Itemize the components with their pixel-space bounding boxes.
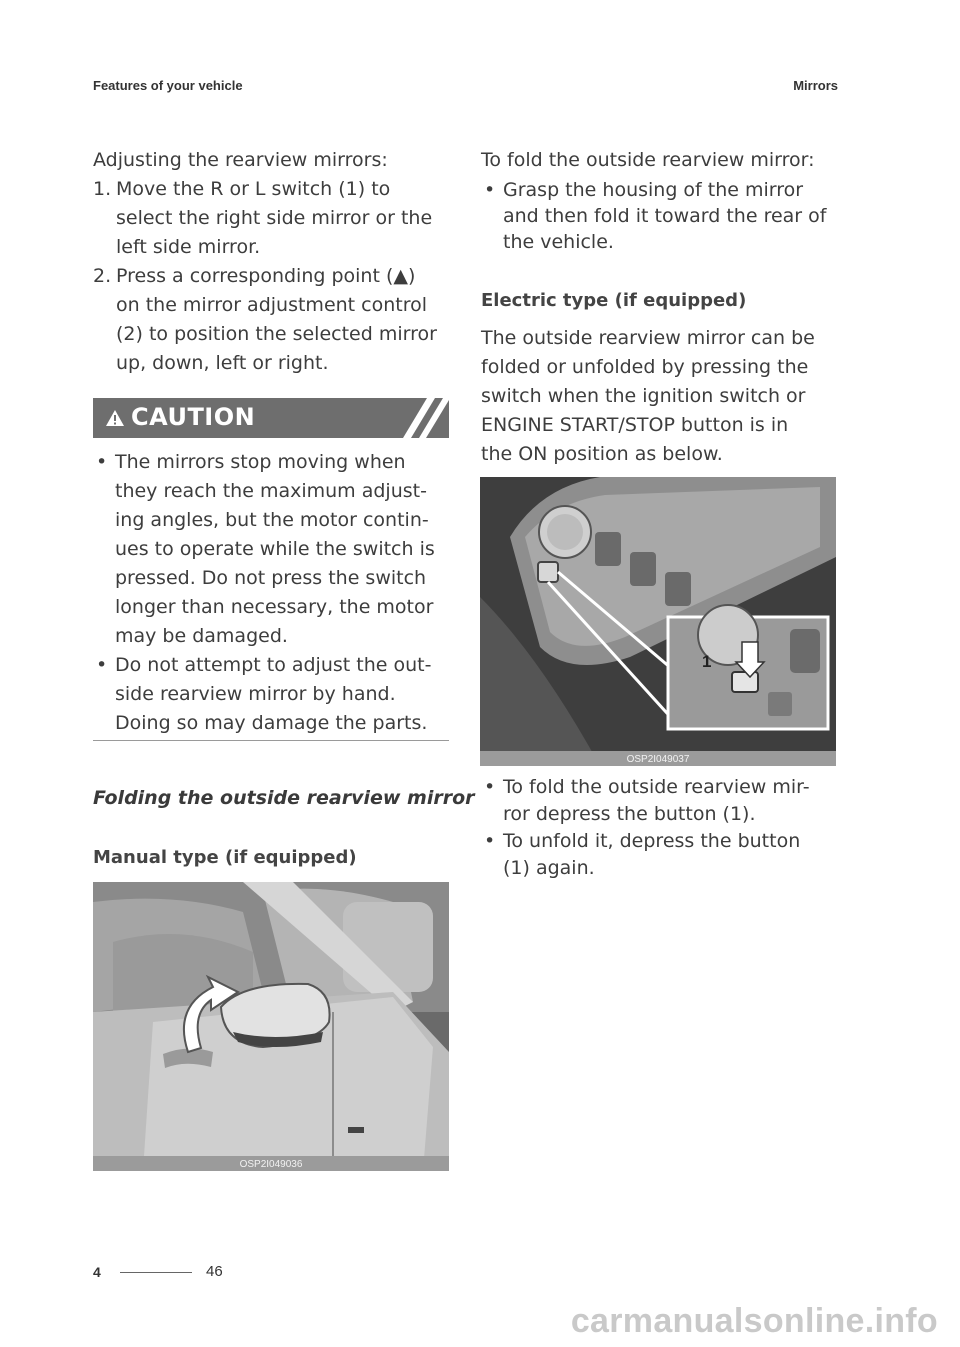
caution-bullet	[93, 448, 453, 651]
warning-triangle-icon	[105, 409, 125, 427]
footer-rule	[120, 1272, 192, 1273]
caution-bullet	[93, 651, 453, 738]
footer-page-number: 46	[206, 1263, 223, 1280]
caution-banner	[93, 398, 449, 438]
bullet-line: longer than necessary, the motor	[115, 596, 434, 618]
electric-type-title: Electric type (if equipped)	[481, 290, 747, 311]
electric-line: switch when the ignition switch or	[481, 385, 806, 407]
header-chapter-title: Mirrors	[793, 78, 838, 93]
bullet-dot: •	[96, 654, 108, 676]
bullet-line: ror depress the button (1).	[503, 803, 756, 825]
step-item	[93, 262, 453, 378]
step-number: 2.	[93, 265, 112, 287]
watermark-text: carmanualsonline.info	[570, 1302, 938, 1340]
step-number: 1.	[93, 178, 112, 200]
step-line: (2) to position the selected mirror	[116, 323, 437, 345]
bullet-dot: •	[96, 451, 108, 473]
adjust-steps-list	[93, 175, 453, 378]
bullet-line: may be damaged.	[115, 625, 288, 647]
bullet-line: Do not attempt to adjust the out-	[115, 654, 432, 676]
step-line: select the right side mirror or the	[116, 207, 433, 229]
header-section-title: Features of your vehicle	[93, 78, 243, 93]
fold-bullet	[481, 177, 841, 255]
bullet-line: and then fold it toward the rear of	[503, 205, 827, 227]
bullet-line: Doing so may damage the parts.	[115, 712, 428, 734]
right-text-block	[481, 146, 841, 255]
bullet-line: The mirrors stop moving when	[115, 451, 406, 473]
step-line: on the mirror adjustment control	[116, 294, 428, 316]
caution-label: CAUTION	[131, 403, 256, 431]
bullet-line: the vehicle.	[503, 231, 614, 253]
bullet-line: ing angles, but the motor contin-	[115, 509, 429, 531]
bullet-line: (1) again.	[503, 857, 595, 879]
bullet-line: ues to operate while the switch is	[115, 538, 435, 560]
step-line: Move the R or L switch (1) to	[116, 178, 391, 200]
bullet-dot: •	[484, 776, 496, 798]
bullet-line: they reach the maximum adjust-	[115, 480, 427, 502]
switch-panel-illustration	[480, 477, 836, 766]
caution-text-block	[93, 448, 453, 738]
step-line: left side mirror.	[116, 236, 261, 258]
electric-bullets-block	[481, 774, 841, 882]
image-caption: OSP2I049036	[239, 1159, 303, 1170]
footer-chapter-number: 4	[93, 1264, 101, 1280]
caution-bullets	[93, 448, 453, 738]
electric-bullet	[481, 774, 841, 828]
car-door-illustration	[93, 882, 449, 1171]
callout-number-1: 1	[702, 652, 712, 671]
caution-stripes-decoration	[389, 398, 449, 438]
step-item	[93, 175, 453, 262]
electric-bullets	[481, 774, 841, 882]
image-caption: OSP2I049037	[626, 754, 690, 765]
manual-mirror-photo	[93, 882, 449, 1171]
bullet-line: Grasp the housing of the mirror	[503, 179, 804, 201]
step-line: Press a corresponding point (▲)	[116, 265, 416, 287]
bullet-line: side rearview mirror by hand.	[115, 683, 396, 705]
electric-line: ENGINE START/STOP button is in	[481, 414, 789, 436]
electric-switch-photo	[480, 477, 836, 766]
folding-intro: To fold the outside rearview mirror:	[481, 149, 815, 171]
bullet-dot: •	[484, 830, 496, 852]
electric-line: the ON position as below.	[481, 443, 723, 465]
bullet-line: To unfold it, depress the button	[503, 830, 801, 852]
caution-end-rule	[93, 740, 449, 741]
electric-bullet	[481, 828, 841, 882]
adjusting-intro: Adjusting the rearview mirrors:	[93, 149, 388, 171]
folding-section-title: Folding the outside rearview mirror	[93, 787, 475, 809]
manual-type-title: Manual type (if equipped)	[93, 847, 357, 868]
bullet-line: To fold the outside rearview mir-	[503, 776, 810, 798]
electric-line: folded or unfolded by pressing the	[481, 356, 809, 378]
bullet-dot: •	[484, 179, 496, 201]
fold-bullets	[481, 177, 841, 255]
electric-text-block	[481, 324, 841, 469]
step-line: up, down, left or right.	[116, 352, 329, 374]
left-text-block	[93, 146, 453, 378]
electric-line: The outside rearview mirror can be	[481, 327, 815, 349]
bullet-line: pressed. Do not press the switch	[115, 567, 427, 589]
